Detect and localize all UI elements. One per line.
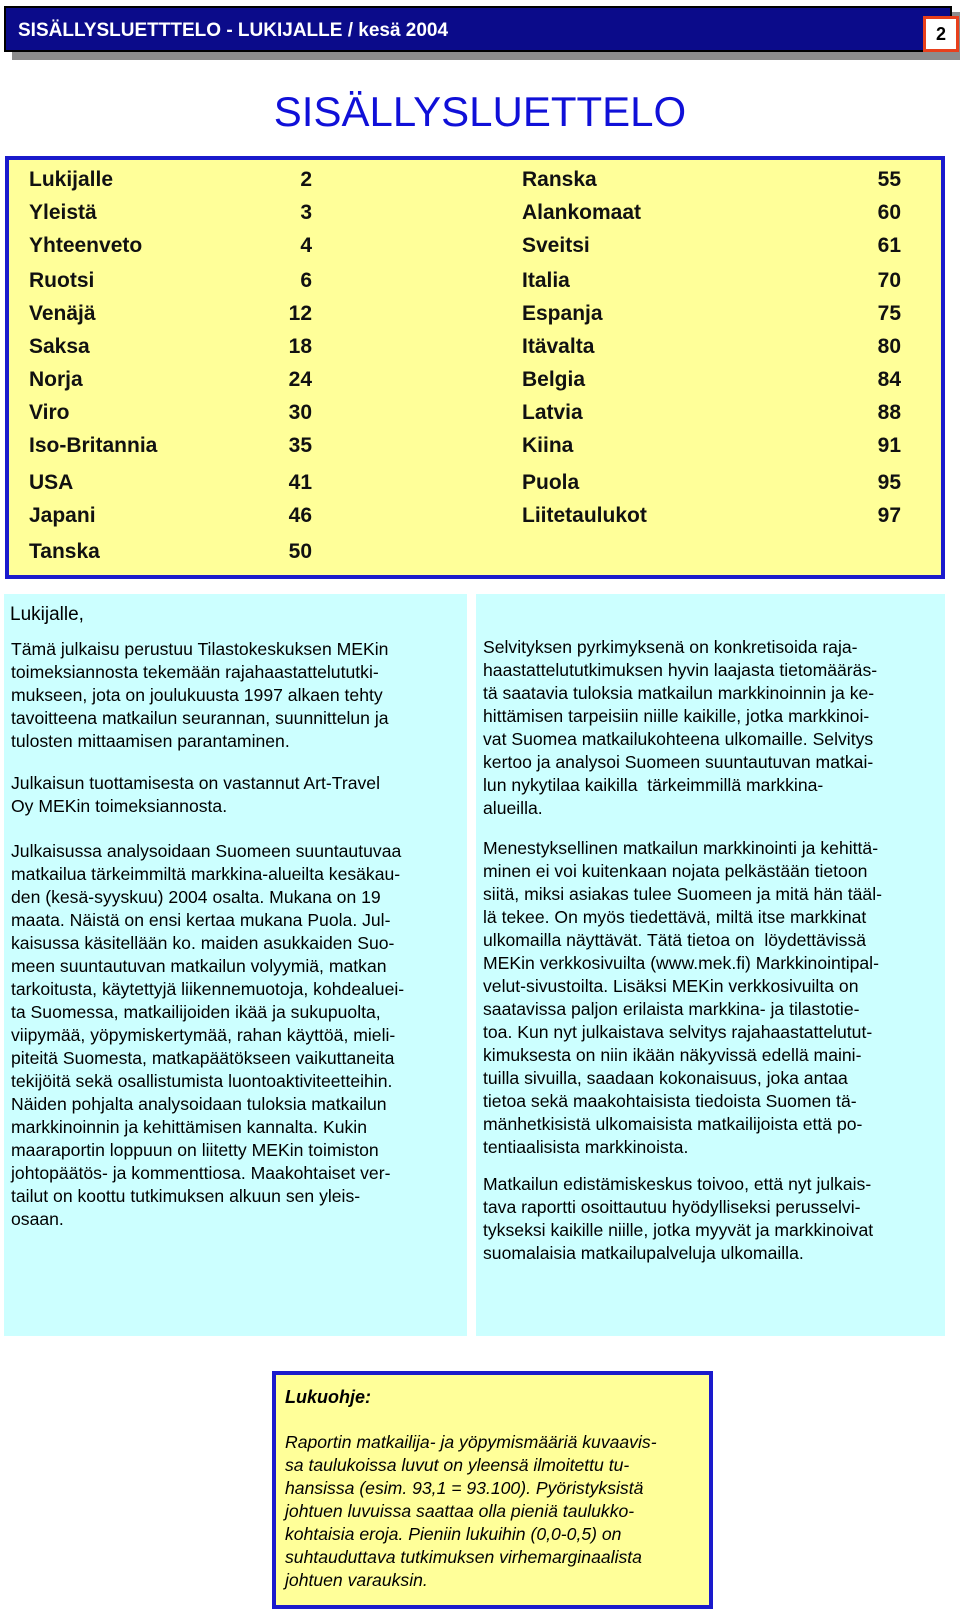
toc-page: 60 — [877, 201, 901, 224]
toc-page: 41 — [288, 471, 312, 494]
table-of-contents — [5, 156, 945, 579]
toc-page: 61 — [877, 234, 901, 257]
toc-label: Japani — [29, 504, 96, 527]
page-title: SISÄLLYSLUETTELO — [273, 88, 687, 135]
toc-label: Iso-Britannia — [29, 434, 158, 457]
toc-page: 80 — [877, 335, 901, 358]
toc-page: 18 — [288, 335, 312, 358]
toc-page: 35 — [288, 434, 312, 457]
toc-label: Itävalta — [522, 335, 595, 358]
left-paragraph-1: Tämä julkaisu perustuu Tilastokeskuksen MEKin toimeksiannosta tekemään rajahaastattelututki- mukseen, jota on joulukuusta 1997 alkaen tehty tavoitteena matkailun seurannan, suunnittelun ja tulosten mittaamisen parantaminen. — [11, 639, 389, 751]
toc-label: Belgia — [522, 368, 586, 391]
greeting: Lukijalle, — [10, 604, 84, 625]
toc-label: Sveitsi — [522, 234, 590, 257]
toc-label: Liitetaulukot — [522, 504, 647, 527]
toc-page: 50 — [288, 540, 312, 563]
right-paragraph-1: Selvityksen pyrkimyksenä on konkretisoida raja- haastattelututkimuksen hyvin laajasta tietomääräs- tä saatavia tuloksia matkailun markkinoinnin ja ke- hittämisen tarpeisiin niille kaikille, jotka markkinoi- vat Suomea matkailukohteena ulkomaille. Selvitys kertoo ja analysoi Suomeen suuntautuvan matkai- lun nykytilaa kaikilla tärkeimmillä markkina- alueilla. — [483, 637, 878, 818]
toc-label: Norja — [29, 368, 83, 391]
toc-page: 12 — [288, 302, 312, 325]
toc-label: Yhteenveto — [29, 234, 143, 257]
reading-guide-box — [272, 1371, 713, 1609]
toc-label: Kiina — [522, 434, 574, 457]
toc-page: 2 — [300, 168, 312, 191]
toc-page: 6 — [300, 269, 312, 292]
toc-page: 24 — [288, 368, 312, 391]
toc-label: Puola — [522, 471, 580, 494]
reading-guide-title: Lukuohje: — [285, 1387, 371, 1407]
page-header — [4, 6, 952, 52]
left-paragraph-2: Julkaisun tuottamisesta on vastannut Art-Travel Oy MEKin toimeksiannosta. — [11, 773, 380, 816]
toc-label: Alankomaat — [522, 201, 642, 224]
toc-page: 75 — [877, 302, 901, 325]
toc-label: Ruotsi — [29, 269, 95, 292]
toc-label: Viro — [29, 401, 70, 424]
right-paragraph-2: Menestyksellinen matkailun markkinointi ja kehittä- minen ei voi kuitenkaan nojata pelkästään tietoon siitä, miksi asiakas tulee Suomeen ja mitä hän tääl- lä tekee. On myös tiedettävä, miltä itse markkinat ulkomailla näyttävät. Tätä tietoa on löydettävissä MEKin verkkosivuilta (www.mek.fi) Markkinointipal- velut-sivustoilta. Lisäksi MEKin verkkosivuilta on saatavissa paljon erilaista markkina- ja tilastotie- toa. Kun nyt julkaistava selvitys rajahaastattelutut- kimuksesta on niin ikään näkyvissä edellä maini- tuilla sivuilla, saadaan kokonaisuus, joka antaa tietoa sekä maakohtaisista tiedoista Suomen tä- mänhetkisistä ulkomaisista matkailijoista että po- tentiaalisista markkinoista. — [483, 838, 882, 1157]
left-paragraph-3: Julkaisussa analysoidaan Suomeen suuntautuvaa matkailua tärkeimmiltä markkina-alueilta kesäkau- den (kesä-syyskuu) 2004 osalta. Mukana on 19 maata. Näistä on ensi kertaa mukana Puola. Jul- kaisussa käsitellään ko. maiden asukkaiden Suo- meen suuntautuvan matkailun volyymiä, matkan tarkoitusta, käytettyjä liikennemuotoja, kohdealuei- ta Suomessa, matkailijoiden ikää ja sukupuolta, viipymää, yöpymiskertymää, rahan käyttöä, mieli- piteitä Suomesta, matkapäätökseen vaikuttaneita tekijöitä sekä osallistumista luontoaktiviteetteihin. Näiden pohjalta analysoidaan tuloksia matkailun markkinoinnin ja kehittämisen kannalta. Kukin maaraportin loppuun on liitetty MEKin toimiston johtopäätös- ja kommenttiosa. Maakohtaiset ver- tailut on koottu tutkimuksen alkuun sen yleis- osaan. — [11, 841, 405, 1229]
toc-page: 3 — [300, 201, 312, 224]
page-number: 2 — [923, 16, 959, 52]
toc-page: 84 — [877, 368, 901, 391]
toc-page: 95 — [877, 471, 901, 494]
reading-guide-text: Raportin matkailija- ja yöpymismääriä kuvaavis- sa taulukoissa luvut on yleensä ilmoitettu tu- hansissa (esim. 93,1 = 93.100). Pyöristyksistä johtuen luvuissa saattaa olla pieniä taulukko- kohtaisia eroja. Pieniin lukuihin (0,0-0,5) on suhtauduttava tutkimuksen virhemarginaalista johtuen varauksin. — [285, 1432, 657, 1590]
toc-page: 88 — [877, 401, 901, 424]
toc-label: Venäjä — [29, 302, 96, 325]
toc-label: Espanja — [522, 302, 603, 325]
toc-label: Italia — [522, 269, 570, 292]
toc-label: Lukijalle — [29, 168, 114, 191]
header-title: SISÄLLYSLUETTTELO - LUKIJALLE / kesä 2004 — [18, 20, 449, 41]
toc-page: 4 — [300, 234, 312, 257]
toc-page: 30 — [288, 401, 312, 424]
toc-label: Ranska — [522, 168, 597, 191]
toc-page: 97 — [877, 504, 901, 527]
toc-page: 46 — [288, 504, 312, 527]
toc-page: 91 — [877, 434, 901, 457]
toc-label: Saksa — [29, 335, 90, 358]
right-paragraph-3: Matkailun edistämiskeskus toivoo, että nyt julkais- tava raportti osoittautuu hyödylliseksi perusselvi- tykseksi kaikille niille, jotka myyvät ja markkinoivat suomalaisia matkailupalveluja ulkomailla. — [483, 1174, 874, 1263]
toc-page: 70 — [877, 269, 901, 292]
toc-label: Latvia — [522, 401, 583, 424]
toc-label: Tanska — [29, 540, 100, 563]
toc-page: 55 — [877, 168, 901, 191]
toc-label: Yleistä — [29, 201, 97, 224]
toc-label: USA — [29, 471, 74, 494]
